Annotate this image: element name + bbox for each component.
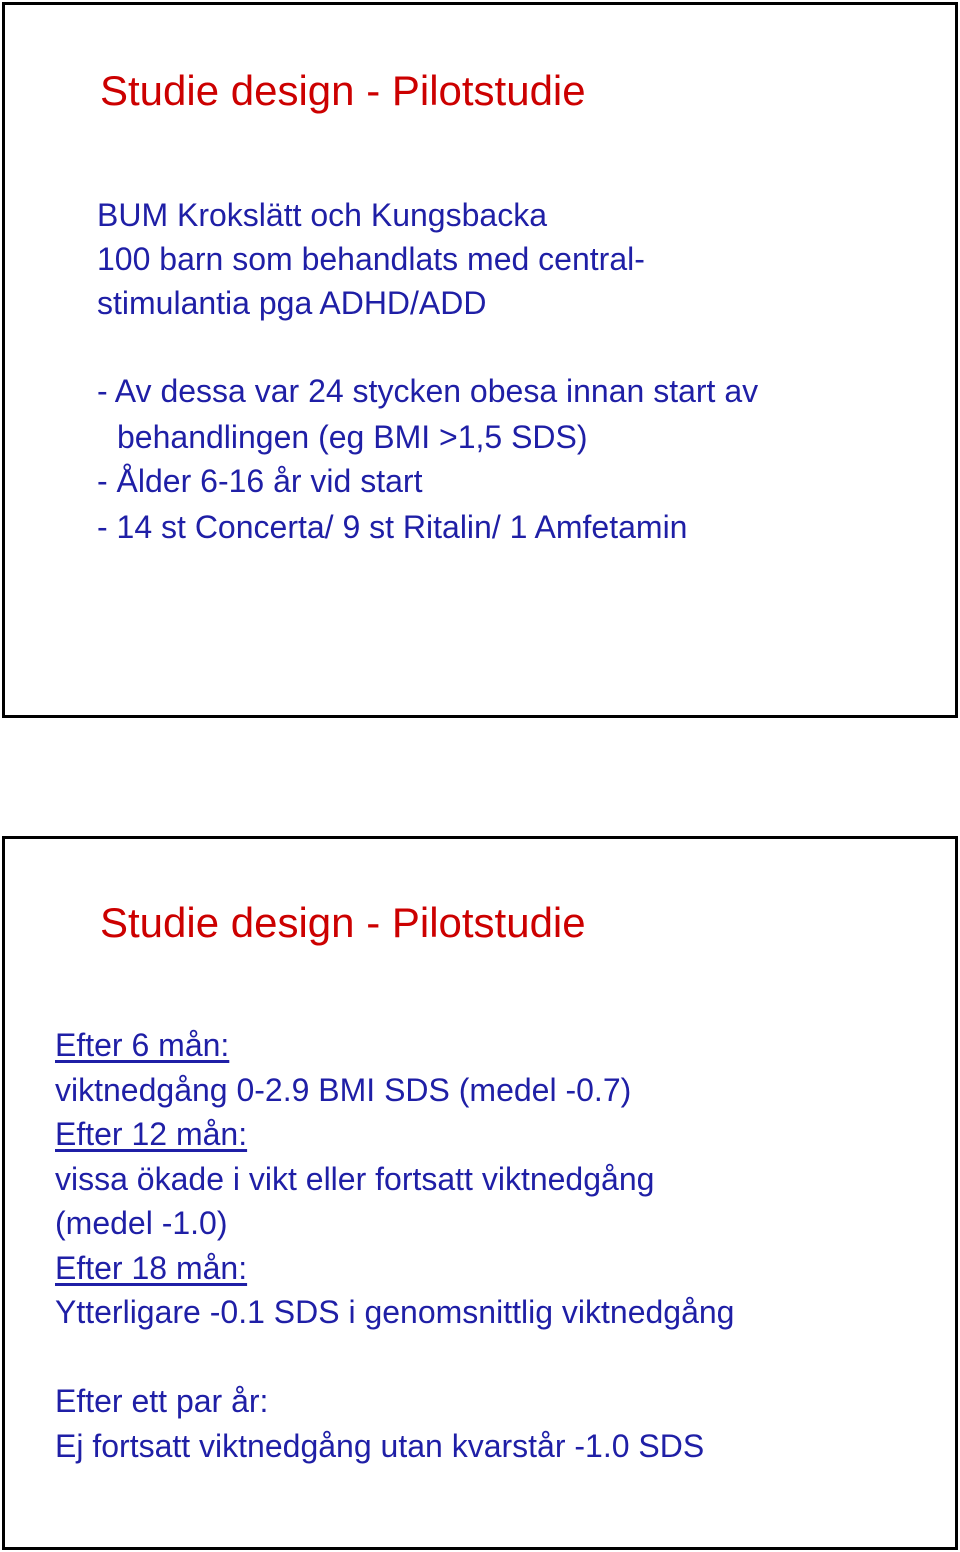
slide-title: Studie design - Pilotstudie: [100, 899, 586, 946]
result-text: Ej fortsatt viktnedgång utan kvarstår -1.0 SDS: [55, 1428, 705, 1464]
text-line: BUM Krokslätt och Kungsbacka: [97, 197, 547, 233]
slide-1: [2, 2, 958, 718]
timepoint-heading: Efter 18 mån:: [55, 1250, 248, 1286]
result-text: (medel -1.0): [55, 1205, 228, 1241]
timepoint-heading: Efter 12 mån:: [55, 1116, 248, 1152]
slide-title: Studie design - Pilotstudie: [100, 67, 586, 114]
bullet-item: - Ålder 6-16 år vid start: [97, 463, 423, 499]
bullet-continuation: behandlingen (eg BMI >1,5 SDS): [117, 419, 588, 455]
text-line: stimulantia pga ADHD/ADD: [97, 285, 487, 321]
bullet-item: - Av dessa var 24 stycken obesa innan start av: [97, 373, 759, 409]
result-text: vissa ökade i vikt eller fortsatt viktnedgång: [55, 1161, 655, 1197]
text-line: 100 barn som behandlats med central-: [97, 241, 645, 277]
timepoint-heading: Efter ett par år:: [55, 1383, 269, 1419]
timepoint-heading: Efter 6 mån:: [55, 1027, 230, 1063]
result-text: Ytterligare -0.1 SDS i genomsnittlig viktnedgång: [55, 1294, 735, 1330]
result-text: viktnedgång 0-2.9 BMI SDS (medel -0.7): [55, 1072, 632, 1108]
bullet-item: - 14 st Concerta/ 9 st Ritalin/ 1 Amfetamin: [97, 509, 688, 545]
slide-2: [2, 836, 958, 1550]
